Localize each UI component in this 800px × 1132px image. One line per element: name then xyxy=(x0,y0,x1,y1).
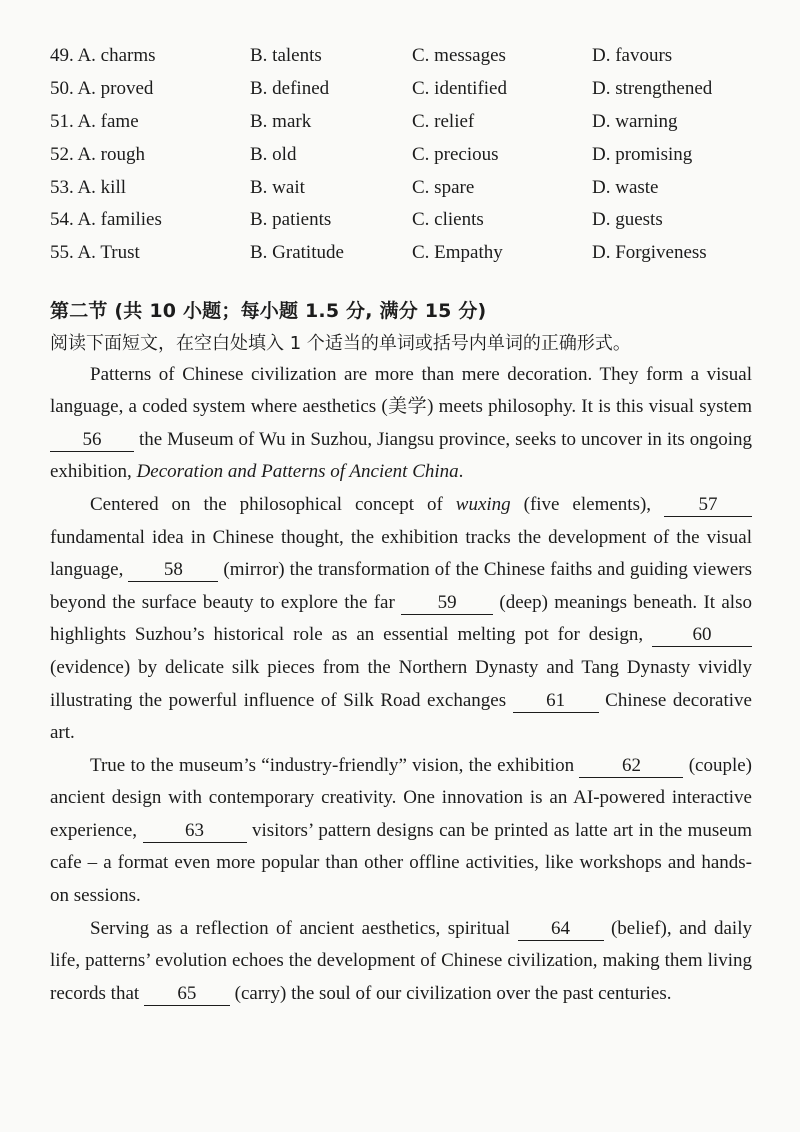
option-53-a: 53. A. kill xyxy=(50,176,127,198)
option-49-d: D. favours xyxy=(592,45,673,67)
blank-56: 56 xyxy=(50,429,134,452)
option-row-53 xyxy=(50,171,752,204)
section-instruction: 阅读下面短文，在空白处填入 1 个适当的单词或括号内单词的正确形式。 xyxy=(50,332,631,354)
blank-57: 57 xyxy=(664,494,752,517)
option-52-a: 52. A. rough xyxy=(50,143,146,165)
option-51-c: C. relief xyxy=(412,110,475,132)
option-53-b: B. wait xyxy=(250,176,305,198)
option-51-b: B. mark xyxy=(250,110,312,132)
option-50-d: D. strengthened xyxy=(592,78,713,100)
paragraph-1: Patterns of Chinese civilization are more than mere decoration. They form a visual language, a coded system where aesthetics (美学) meets philosophy. It is this visual system 56 the Museum of Wu in Suzhou, Jiangsu province, seeks to uncover in its ongoing exhibition, Decoration and Patterns of Ancient China. xyxy=(50,363,752,483)
paragraph-4: Serving as a reflection of ancient aesthetics, spiritual 64 (belief), and daily life, patterns’ evolution echoes the development of Chinese civilization, making them living records that 65 (carry) the soul of our civilization over the past centuries. xyxy=(50,917,752,1004)
option-54-d: D. guests xyxy=(592,209,663,231)
option-54-b: B. patients xyxy=(250,209,332,231)
option-49-c: C. messages xyxy=(412,45,506,67)
option-row-55 xyxy=(50,237,752,270)
option-55-a: 55. A. Trust xyxy=(50,242,140,264)
blank-62: 62 xyxy=(579,755,683,778)
option-50-a: 50. A. proved xyxy=(50,78,154,100)
blank-65: 65 xyxy=(144,983,230,1006)
wuxing-term: wuxing xyxy=(455,493,511,515)
option-54-a: 54. A. families xyxy=(50,209,162,231)
blank-60: 60 xyxy=(652,624,752,647)
option-51-d: D. warning xyxy=(592,110,678,132)
option-row-49 xyxy=(50,40,752,73)
exhibition-title: Decoration and Patterns of Ancient China xyxy=(136,461,459,483)
option-row-52 xyxy=(50,138,752,171)
option-row-54 xyxy=(50,204,752,237)
option-55-d: D. Forgiveness xyxy=(592,242,707,264)
option-55-b: B. Gratitude xyxy=(250,242,344,264)
blank-64: 64 xyxy=(518,918,604,941)
paragraph-2: Centered on the philosophical concept of wuxing (five elements), 57 fundamental idea in Chinese thought, the exhibition tracks the development of the visual language, 58 (mirror) the transformation of the Chinese faiths and guiding viewers beyond the surface beauty to explore the far 59 (deep) meanings beneath. It also highlights Suzhou’s historical role as an essential melting pot for design, 60 (evidence) by delicate silk pieces from the Northern Dynasty and Tang Dynasty vividly illustrating the powerful influence of Silk Road exchanges 61 Chinese decorative art. xyxy=(50,493,753,744)
option-50-c: C. identified xyxy=(412,78,507,100)
option-53-d: D. waste xyxy=(592,176,659,198)
option-54-c: C. clients xyxy=(412,209,484,231)
option-53-c: C. spare xyxy=(412,176,475,198)
option-49-a: 49. A. charms xyxy=(50,45,156,67)
paragraph-3: True to the museum’s “industry-friendly” vision, the exhibition 62 (couple) ancient design with contemporary creativity. One innovation is an AI-powered interactive experience, 63 visitors’ pattern designs can be printed as latte art in the museum cafe – a format even more popular than other offline activities, like workshops and hands-on sessions. xyxy=(50,754,752,907)
blank-58: 58 xyxy=(128,559,218,582)
option-row-50 xyxy=(50,73,752,106)
option-51-a: 51. A. fame xyxy=(50,110,139,132)
option-49-b: B. talents xyxy=(250,45,322,67)
option-list xyxy=(50,40,752,270)
option-52-d: D. promising xyxy=(592,143,693,165)
section-title: 第二节 (共 10 小题；每小题 1.5 分, 满分 15 分) xyxy=(50,299,487,322)
option-50-b: B. defined xyxy=(250,78,330,100)
option-52-c: C. precious xyxy=(412,143,499,165)
blank-59: 59 xyxy=(401,592,493,615)
option-52-b: B. old xyxy=(250,143,297,165)
blank-61: 61 xyxy=(513,690,599,713)
blank-63: 63 xyxy=(143,820,247,843)
option-55-c: C. Empathy xyxy=(412,242,503,264)
option-row-51 xyxy=(50,106,752,139)
